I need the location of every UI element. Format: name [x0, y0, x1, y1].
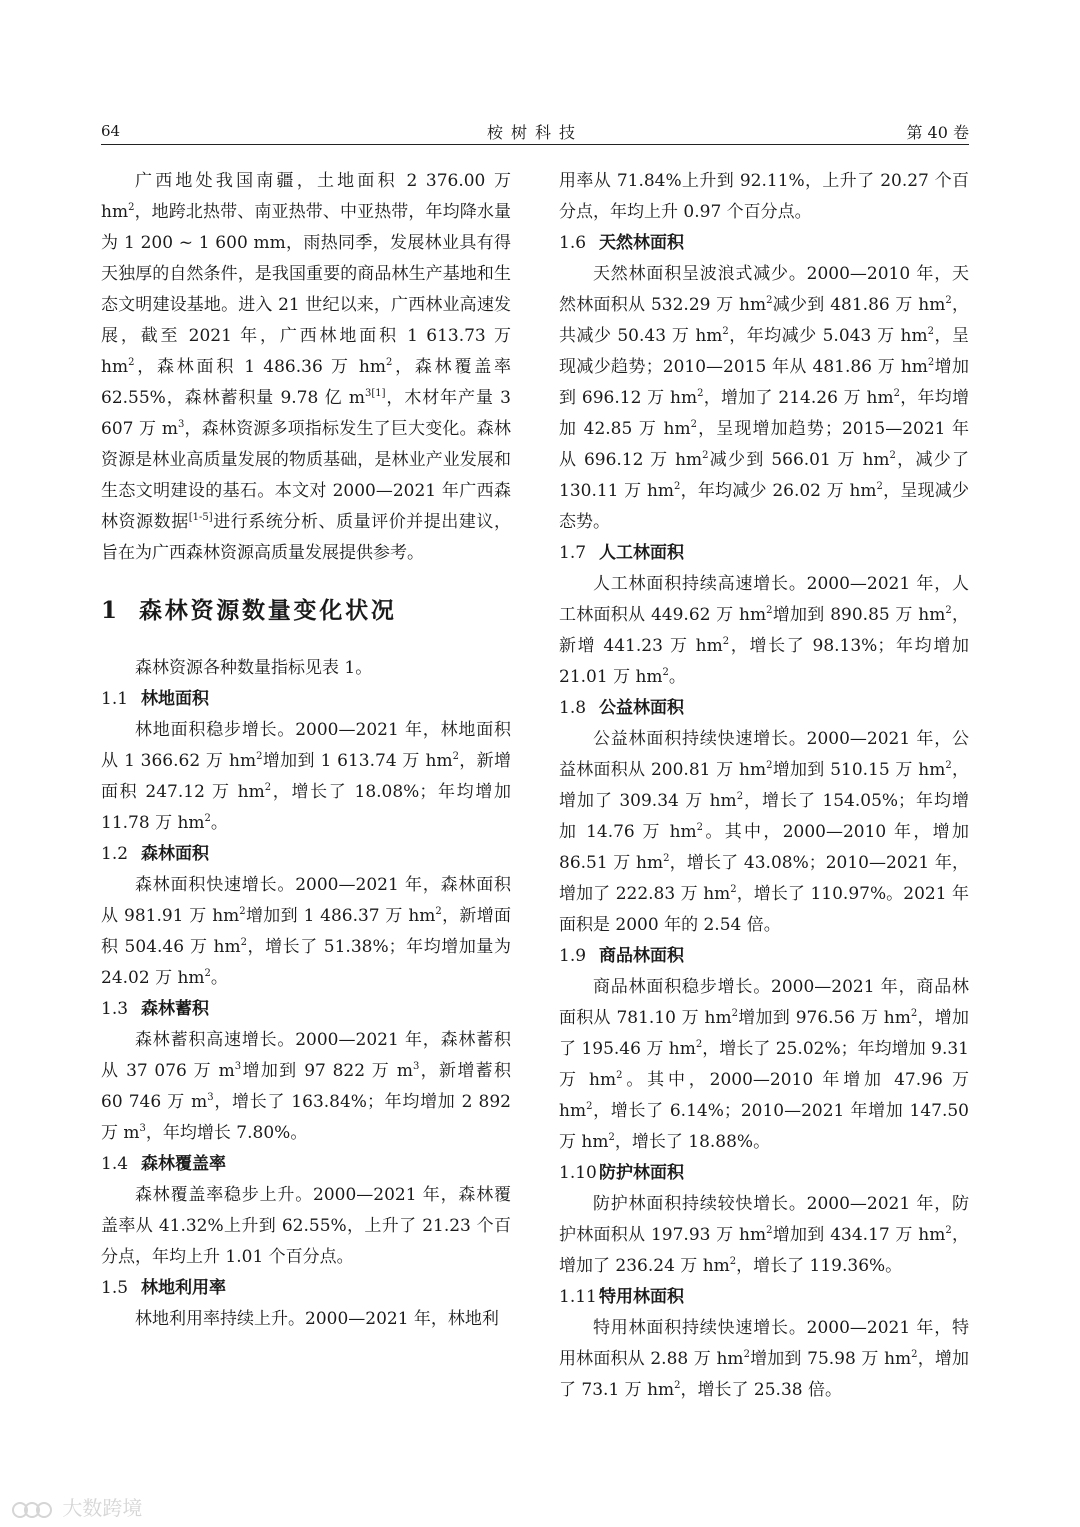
paragraph-1-6: 天然林面积呈波浪式减少。2000—2010 年，天然林面积从 532.29 万 $hm^2$减少到 481.86 万 $hm^2$，共减少 50.43 万 $hm^2$，年均减少 5.043 万 $hm^2$，呈现减少趋势；2010—2015 年从 481.86 万 $hm^2$增加到 696.12 万 $hm^2$，增加了 214.26 万 $hm^2$，年均增加 42.85 万 $hm^2$，呈现增加趋势；2015—2021 年从 696.12 万 $hm^2$减少到 566.01 万 $hm^2$，减少了 130.11 万 $hm^2$，年均减少 26.02 万 $hm^2$，呈现减少态势。	[559, 264, 970, 532]
watermark	[10, 1492, 142, 1521]
journal-title: 桉树科技	[486, 123, 583, 142]
subsection-heading-1-4: 1.4 森林覆盖率	[101, 1154, 226, 1174]
paragraph-1-8: 公益林面积持续快速增长。2000—2021 年，公益林面积从 200.81 万 $hm^2$增加到 510.15 万 $hm^2$，增加了 309.34 万 $hm^2$，增长了 154.05%；年均增加 14.76 万 $hm^2$。其中，2000—2010 年，增加 86.51 万 $hm^2$，增长了 43.08%；2010—2021 年，增加了 222.83 万 $hm^2$，增长了 110.97%。2021 年面积是 2000 年的 2.54 倍。	[559, 729, 970, 935]
paragraph-1-10: 防护林面积持续较快增长。2000—2021 年，防护林面积从 197.93 万 $hm^2$增加到 434.17 万 $hm^2$，增加了 236.24 万 $hm^2$，增长了 119.36%。	[559, 1194, 970, 1276]
subsection-heading-1-1: 1.1 林地面积	[101, 689, 209, 709]
paragraph-1-11: 特用林面积持续快速增长。2000—2021 年，特用林面积从 2.88 万 $hm^2$增加到 75.98 万 $hm^2$，增加了 73.1 万 $hm^2$，增长了 25.38 倍。	[559, 1318, 970, 1400]
section-heading-1: 1 森林资源数量变化状况	[101, 597, 397, 624]
header-rule	[101, 144, 969, 145]
paragraph-1-2: 森林面积快速增长。2000—2021 年，森林面积从 981.91 万 $hm^2$增加到 1 486.37 万 $hm^2$，新增面积 504.46 万 $hm^2$，增长了 51.38%；年均增加量为 24.02 万 $hm^2$。	[101, 875, 512, 988]
paragraph-1-1: 林地面积稳步增长。2000—2021 年，林地面积从 1 366.62 万 $hm^2$增加到 1 613.74 万 $hm^2$，新增面积 247.12 万 $hm^2$，增长了 18.08%；年均增加 11.78 万 $hm^2$。	[101, 720, 511, 833]
left-column	[101, 166, 511, 1335]
page-number: 64	[101, 122, 121, 140]
paragraph-1-9: 商品林面积稳步增长。2000—2021 年，商品林面积从 781.10 万 $hm^2$增加到 976.56 万 $hm^2$，增加了 195.46 万 $hm^2$，增长了 25.02%；年均增加 9.31 万 $hm^2$。其中，2000—2010 年增加 47.96 万 $hm^2$，增长了 6.14%；2010—2021 年增加 147.50 万 $hm^2$，增长了 18.88%。	[559, 977, 970, 1152]
intro-paragraph: 广西地处我国南疆，土地面积 2 376.00 万 $hm^2$，地跨北热带、南亚热带、中亚热带，年均降水量为 1 200 ~ 1 600 mm，雨热同季，发展林业具有得天独厚的自然条件，是我国重要的商品林生产基地和生态文明建设基地。进入 21 世纪以来，广西林业高速发展，截至 2021 年，广西林地面积 1 613.73 万 $hm^2$，森林面积 1 486.36 万 $hm^2$，森林覆盖率 62.55%，森林蓄积量 9.78 亿 $m^{3[1]}$，木材年产量 3 607 万 $m^3$，森林资源多项指标发生了巨大变化。森林资源是林业高质量发展的物质基础，是林业产业发展和生态文明建设的基石。本文对 2000—2021 年广西森林资源数据[1-5]进行系统分析、质量评价并提出建议，旨在为广西森林资源高质量发展提供参考。	[101, 171, 512, 563]
paragraph-1-5-continued: 用率从 71.84%上升到 92.11%，上升了 20.27 个百分点，年均上升 0.97 个百分点。	[559, 171, 969, 222]
volume-label: 第 40 卷	[906, 123, 969, 142]
subsection-heading-1-9: 1.9 商品林面积	[559, 946, 684, 966]
subsection-heading-1-6: 1.6 天然林面积	[559, 233, 684, 253]
section-intro: 森林资源各种数量指标见表 1。	[135, 658, 373, 678]
page-header	[101, 118, 969, 146]
citation-ref-1: [1]	[371, 388, 386, 399]
subsection-heading-1-2: 1.2 森林面积	[101, 844, 209, 864]
paragraph-1-4: 森林覆盖率稳步上升。2000—2021 年，森林覆盖率从 41.32%上升到 62.55%，上升了 21.23 个百分点，年均上升 1.01 个百分点。	[101, 1185, 511, 1267]
paragraph-1-3: 森林蓄积高速增长。2000—2021 年，森林蓄积从 37 076 万 $m^3$增加到 97 822 万 $m^3$，新增蓄积 60 746 万 $m^3$，增长了 163.84%；年均增加 2 892 万 $m^3$，年均增长 7.80%。	[101, 1030, 511, 1143]
subsection-heading-1-10: 1.10 防护林面积	[559, 1163, 684, 1183]
citation-ref-1-5: [1-5]	[188, 512, 213, 523]
watermark-logo-icon	[10, 1499, 56, 1521]
paragraph-1-5-start: 林地利用率持续上升。2000—2021 年，林地利	[135, 1309, 499, 1329]
paragraph-1-7: 人工林面积持续高速增长。2000—2021 年，人工林面积从 449.62 万 $hm^2$增加到 890.85 万 $hm^2$，新增 441.23 万 $hm^2$，增长了 98.13%；年均增加 21.01 万 $hm^2$。	[559, 574, 970, 687]
right-column	[559, 166, 969, 1406]
subsection-heading-1-11: 1.11 特用林面积	[559, 1287, 684, 1307]
watermark-text: 大数跨境	[62, 1496, 143, 1520]
subsection-heading-1-8: 1.8 公益林面积	[559, 698, 684, 718]
subsection-heading-1-3: 1.3 森林蓄积	[101, 999, 209, 1019]
subsection-heading-1-7: 1.7 人工林面积	[559, 543, 684, 563]
subsection-heading-1-5: 1.5 林地利用率	[101, 1278, 226, 1298]
